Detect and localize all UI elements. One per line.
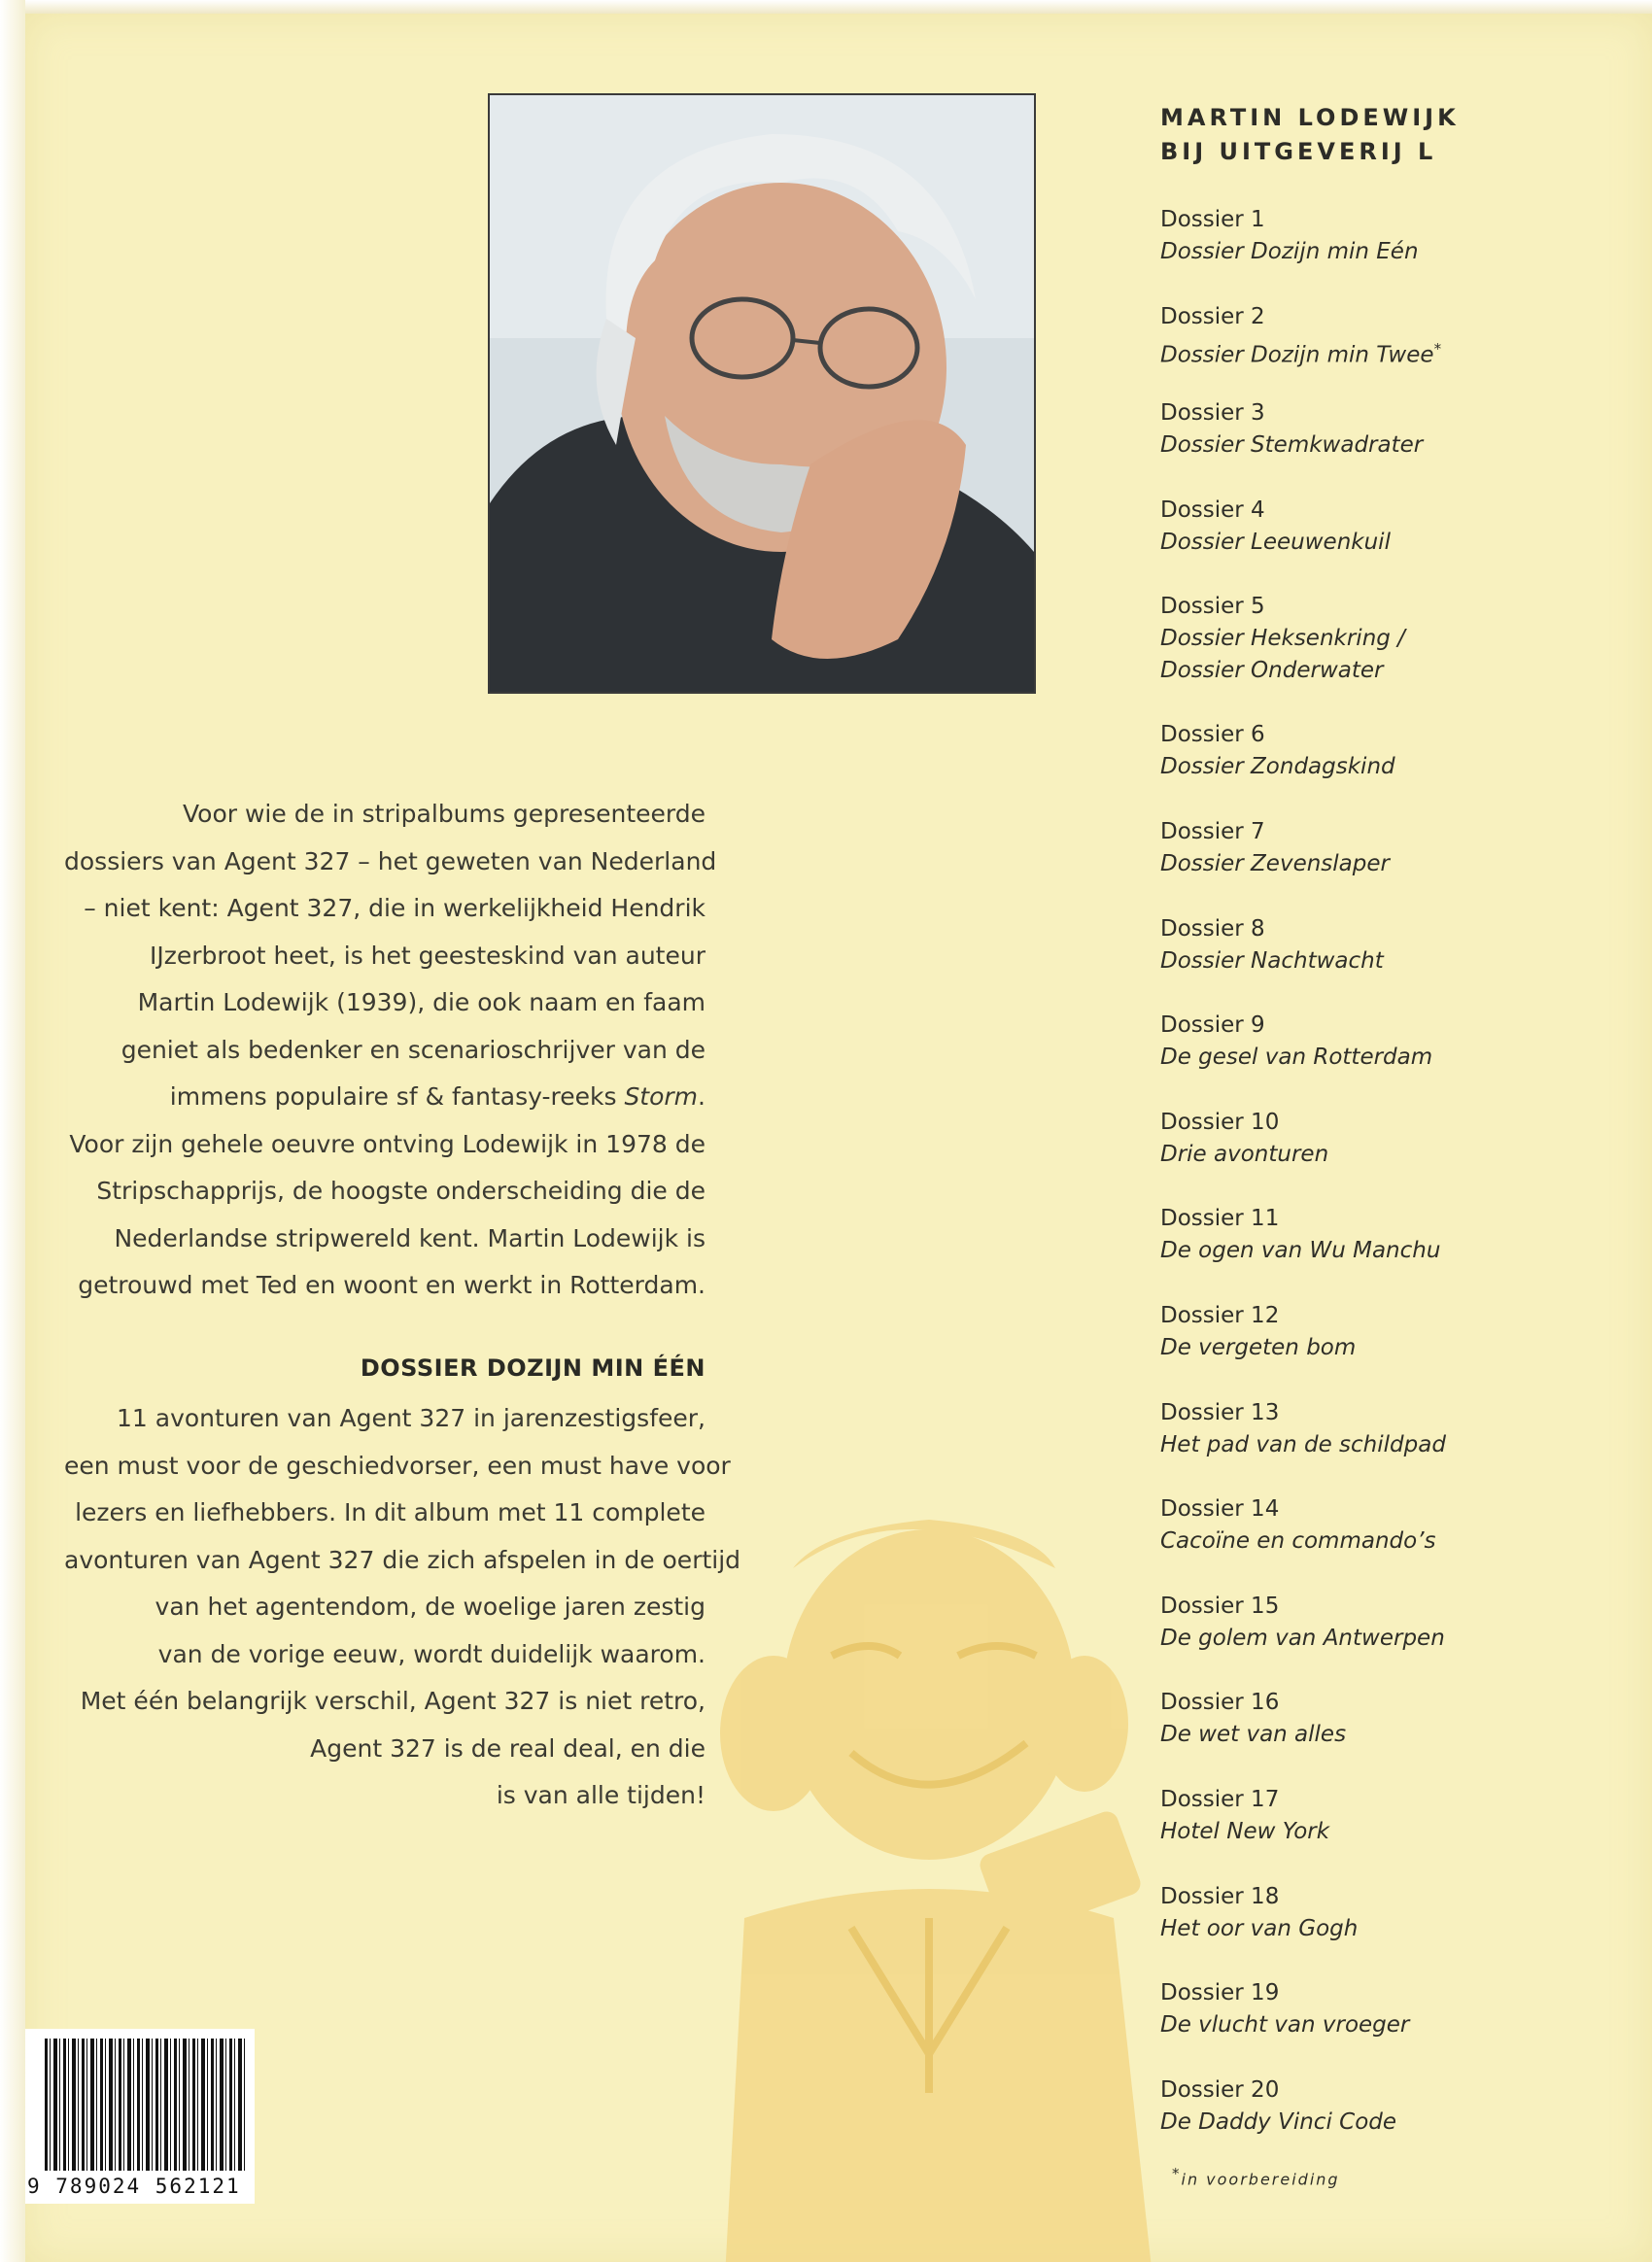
- dossier-number: Dossier 15: [1160, 1593, 1280, 1619]
- bio-line: getrouwd met Ted en woont en werkt in Rotterdam.: [78, 1271, 706, 1299]
- dossier-item: [1160, 1784, 1627, 1881]
- bio-line: Voor zijn gehele oeuvre ontving Lodewijk in 1978 de: [69, 1129, 706, 1158]
- dossier-number: Dossier 7: [1160, 818, 1265, 844]
- storm-series-title: Storm: [624, 1082, 699, 1111]
- dossier-title: Cacoïne en commando’s: [1160, 1528, 1436, 1555]
- dossier-item: [1160, 397, 1627, 495]
- dossier-item: [1160, 1300, 1627, 1397]
- series-heading-line-2: BIJ UITGEVERIJ L: [1160, 138, 1437, 165]
- dossier-title: De Daddy Vinci Code: [1160, 2108, 1397, 2135]
- dossier-title: De wet van alles: [1160, 1722, 1347, 1748]
- album-line: een must voor de geschiedvorser, een must have voor: [64, 1451, 731, 1480]
- bio-line: IJzerbroot heet, is het geesteskind van auteur: [150, 941, 706, 970]
- dossier-item: [1160, 1397, 1627, 1494]
- dossier-item: [1160, 816, 1627, 913]
- dossier-title: Dossier Zevenslaper: [1160, 850, 1390, 876]
- dossier-title: De vlucht van vroeger: [1160, 2012, 1410, 2039]
- dossier-number: Dossier 17: [1160, 1786, 1280, 1812]
- dossier-title: Het oor van Gogh: [1160, 1915, 1359, 1941]
- dossier-number: Dossier 3: [1160, 400, 1265, 427]
- dossier-item: [1160, 719, 1627, 816]
- album-line: Agent 327 is de real deal, en die: [310, 1733, 706, 1763]
- dossier-item: [1160, 591, 1627, 719]
- dossier-item: [1160, 1687, 1627, 1784]
- album-line: Met één belangrijk verschil, Agent 327 is niet retro,: [80, 1687, 706, 1715]
- dossier-number: Dossier 16: [1160, 1690, 1280, 1716]
- series-heading-line-1: MARTIN LODEWIJK: [1160, 104, 1460, 131]
- dossier-number: Dossier 6: [1160, 722, 1265, 748]
- back-cover: [25, 14, 1652, 2262]
- page-edge: [0, 0, 25, 2262]
- barcode-bars: [45, 2039, 247, 2171]
- dossier-item: [1160, 1107, 1627, 1204]
- isbn-barcode: [25, 2029, 255, 2204]
- dossier-title: Dossier Heksenkring /: [1160, 626, 1405, 652]
- album-line: van de vorige eeuw, wordt duidelijk waarom.: [157, 1639, 706, 1668]
- dossier-number: Dossier 11: [1160, 1206, 1280, 1232]
- dossier-title: De ogen van Wu Manchu: [1160, 1238, 1441, 1264]
- album-line: avonturen van Agent 327 die zich afspelen in de oertijd: [64, 1545, 741, 1574]
- bio-line: Nederlandse stripwereld kent. Martin Lodewijk is: [114, 1223, 706, 1252]
- bio-line: Stripschapprijs, de hoogste onderscheiding die de: [96, 1177, 706, 1205]
- bio-line: Voor wie de in stripalbums gepresenteerde: [183, 800, 706, 828]
- dossier-number: Dossier 14: [1160, 1496, 1280, 1523]
- album-title: DOSSIER DOZIJN MIN ÉÉN: [360, 1354, 706, 1382]
- dossier-number: Dossier 13: [1160, 1399, 1280, 1425]
- dossier-number: Dossier 19: [1160, 1980, 1280, 2006]
- bio-storm-prefix: immens populaire sf & fantasy-reeks: [169, 1082, 625, 1111]
- dossier-number: Dossier 4: [1160, 497, 1265, 523]
- dossier-number: Dossier 9: [1160, 1012, 1265, 1039]
- dossier-item: [1160, 1591, 1627, 1688]
- author-portrait-illustration: [490, 95, 1034, 692]
- agent-327-mascot-illustration: [706, 1510, 1172, 2262]
- author-bio: [64, 791, 717, 1310]
- dossier-number: Dossier 2: [1160, 303, 1265, 329]
- album-line: 11 avonturen van Agent 327 in jarenzestigsfeer,: [117, 1404, 706, 1432]
- album-description: [64, 1395, 741, 1820]
- dossier-item: [1160, 1203, 1627, 1300]
- dossier-title: Dossier Dozijn min Eén: [1160, 239, 1419, 264]
- dossier-number: Dossier 5: [1160, 594, 1265, 620]
- dossier-title: Het pad van de schildpad: [1160, 1431, 1446, 1457]
- bio-line: dossiers van Agent 327 – het geweten van Nederland: [64, 846, 717, 875]
- dossier-item: [1160, 1881, 1627, 1978]
- barcode-number: 9 789024 562121: [27, 2175, 241, 2198]
- bio-line: – niet kent: Agent 327, die in werkelijkheid Hendrik: [84, 894, 706, 922]
- dossier-number: Dossier 1: [1160, 207, 1265, 232]
- dossier-title: De gesel van Rotterdam: [1160, 1045, 1433, 1071]
- footnote: [1172, 2165, 1340, 2188]
- bio-line: geniet als bedenker en scenarioschrijver van de: [120, 1035, 706, 1064]
- dossier-item: [1160, 1977, 1627, 2074]
- dossier-item: [1160, 913, 1627, 1011]
- dossier-number: Dossier 18: [1160, 1883, 1280, 1909]
- dossier-title: Dossier Nachtwacht: [1160, 947, 1384, 974]
- asterisk-mark: *: [1433, 339, 1442, 358]
- album-line: is van alle tijden!: [496, 1781, 706, 1809]
- dossier-item: [1160, 301, 1627, 398]
- album-line: lezers en liefhebbers. In dit album met 11 complete: [75, 1498, 706, 1526]
- dossier-title-second-line: Dossier Onderwater: [1160, 658, 1384, 684]
- bio-line: Martin Lodewijk (1939), die ook naam en faam: [137, 988, 706, 1016]
- dossier-item: [1160, 1493, 1627, 1591]
- dossier-title: Dossier Stemkwadrater: [1160, 432, 1424, 459]
- dossier-number: Dossier 10: [1160, 1109, 1280, 1135]
- dossier-title: Hotel New York: [1160, 1818, 1330, 1844]
- footnote-mark: *: [1172, 2165, 1182, 2182]
- dossier-title: Drie avonturen: [1160, 1141, 1329, 1167]
- dossier-item: [1160, 1010, 1627, 1107]
- series-heading: [1160, 101, 1627, 169]
- author-photo: [488, 93, 1036, 694]
- dossier-number: Dossier 8: [1160, 915, 1265, 942]
- dossier-item: [1160, 495, 1627, 592]
- album-line: van het agentendom, de woelige jaren zestig: [155, 1593, 706, 1621]
- dossier-item: [1160, 2074, 1627, 2172]
- bio-storm-suffix: .: [698, 1082, 706, 1111]
- dossier-title: De golem van Antwerpen: [1160, 1625, 1445, 1651]
- dossier-list: [1160, 204, 1627, 2171]
- dossier-title: Dossier Dozijn min Twee: [1160, 342, 1434, 368]
- dossier-title: Dossier Leeuwenkuil: [1160, 529, 1391, 555]
- dossier-title: Dossier Zondagskind: [1160, 754, 1395, 780]
- dossier-item: [1160, 204, 1627, 301]
- dossier-number: Dossier 20: [1160, 2076, 1280, 2103]
- dossier-title-with-mark: [1160, 333, 1627, 372]
- page-top-edge: [25, 0, 1652, 14]
- dossier-title: De vergeten bom: [1160, 1334, 1357, 1360]
- bio-line-storm: [64, 1074, 706, 1121]
- footnote-text: in voorbereiding: [1181, 2170, 1340, 2189]
- dossier-number: Dossier 12: [1160, 1302, 1280, 1328]
